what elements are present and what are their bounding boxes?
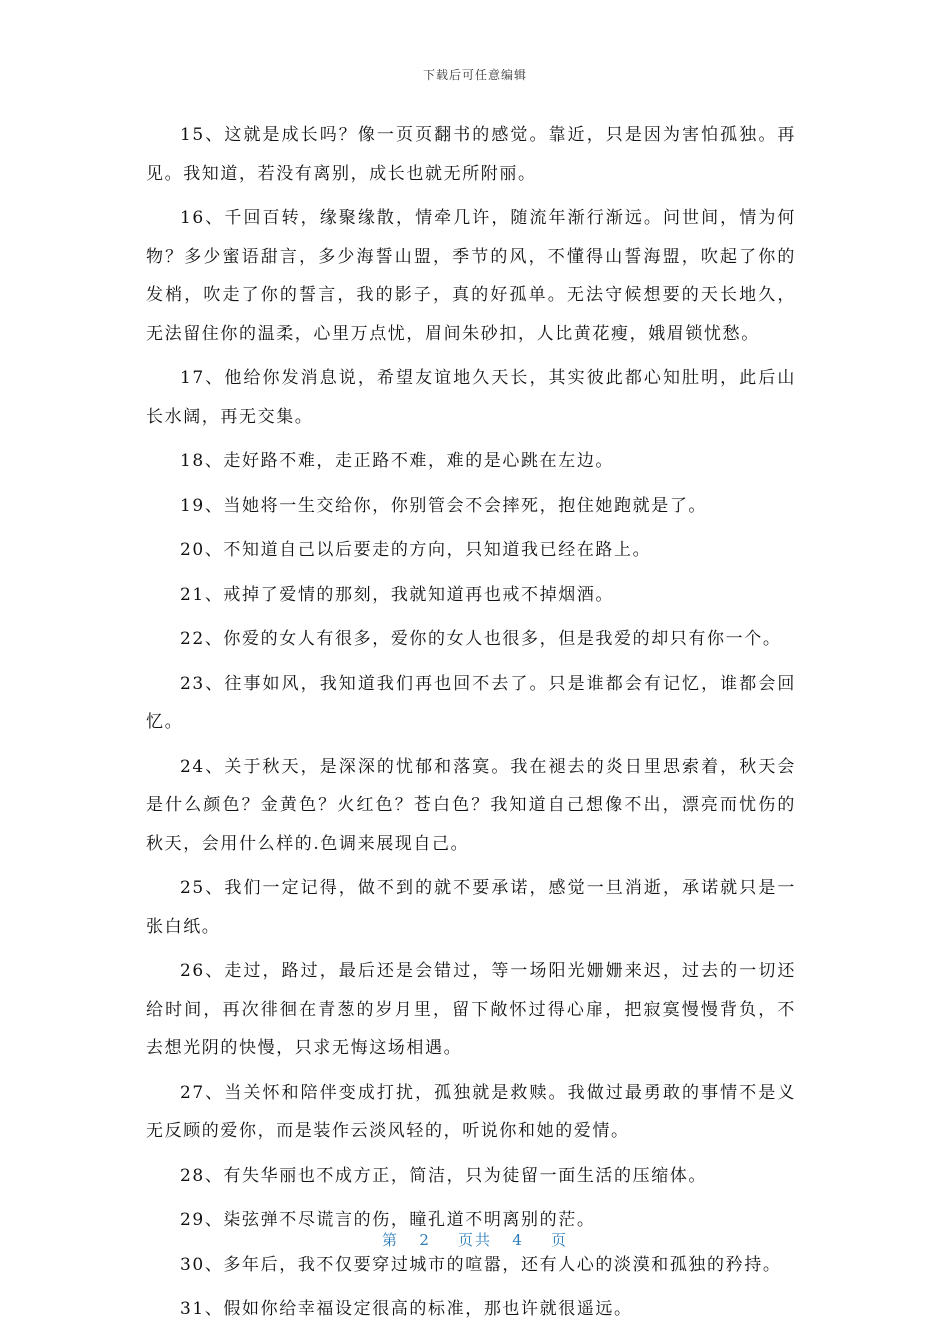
- paragraph-22: 22、你爱的女人有很多，爱你的女人也很多，但是我爱的却只有你一个。: [180, 629, 782, 649]
- paragraph-16: 16、千回百转，缘聚缘散，情牵几许，随流年渐行渐远。问世间，情为何物？多少蜜语甜言，多少海誓山盟，季节的风，不懂得山誓海盟，吹起了你的发梢，吹走了你的誓言，我的影子，真的好孤单。无法守候想要的天长地久，无法留住你的温柔，心里万点忧，眉间朱砂扣，人比黄花瘦，娥眉锁忧愁。: [146, 208, 796, 344]
- footer-prefix: 第: [381, 1231, 399, 1249]
- footer-suffix: 页: [551, 1231, 569, 1249]
- paragraph-19: 19、当她将一生交给你，你别管会不会摔死，抱住她跑就是了。: [180, 495, 708, 516]
- document-body: [146, 116, 796, 1335]
- paragraph-27: 27、当关怀和陪伴变成打扰，孤独就是救赎。我做过最勇敢的事情不是义无反顾的爱你，而是装作云淡风轻的，听说你和她的爱情。: [146, 1082, 796, 1141]
- footer-middle: 页共: [457, 1231, 492, 1249]
- footer-total-pages: 4: [512, 1231, 524, 1249]
- paragraph-29: 29、柒弦弹不尽谎言的伤，瞳孔道不明离别的茫。: [180, 1210, 596, 1230]
- paragraph-17: 17、他给你发消息说，希望友谊地久天长，其实彼此都心知肚明，此后山长水阔，再无交集。: [146, 368, 796, 427]
- paragraph-15: 15、这就是成长吗？像一页页翻书的感觉。靠近，只是因为害怕孤独。再见。我知道，若没有离别，成长也就无所附丽。: [146, 125, 796, 184]
- paragraph-25: 25、我们一定记得，做不到的就不要承诺，感觉一旦消逝，承诺就只是一张白纸。: [146, 878, 796, 937]
- paragraph-31: 31、假如你给幸福设定很高的标准，那也许就很遥远。: [180, 1299, 633, 1319]
- paragraph-18: 18、走好路不难，走正路不难，难的是心跳在左边。: [180, 451, 615, 471]
- paragraph-24: 24、关于秋天，是深深的忧郁和落寞。我在褪去的炎日里思索着，秋天会是什么颜色？金黄色？火红色？苍白色？我知道自己想像不出，漂亮而忧伤的秋天，会用什么样的.色调来展现自己。: [146, 756, 796, 854]
- page-header: 下载后可任意编辑: [422, 68, 527, 82]
- paragraph-23: 23、往事如风，我知道我们再也回不去了。只是谁都会有记忆，谁都会回忆。: [146, 673, 796, 732]
- paragraph-26: 26、走过，路过，最后还是会错过，等一场阳光姗姗来迟，过去的一切还给时间，再次徘徊在青葱的岁月里，留下敞怀过得心扉，把寂寞慢慢背负，不去想光阴的快慢，只求无悔这场相遇。: [146, 961, 796, 1058]
- footer-current-page: 2: [419, 1231, 431, 1249]
- page-footer: [0, 1229, 950, 1250]
- paragraph-20: 20、不知道自己以后要走的方向，只知道我已经在路上。: [180, 540, 652, 560]
- paragraph-21: 21、戒掉了爱情的那刻，我就知道再也戒不掉烟酒。: [180, 584, 615, 605]
- paragraph-30: 30、多年后，我不仅要穿过城市的喧嚣，还有人心的淡漠和孤独的矜持。: [180, 1254, 782, 1275]
- paragraph-28: 28、有失华丽也不成方正，简洁，只为徒留一面生活的压缩体。: [180, 1165, 708, 1186]
